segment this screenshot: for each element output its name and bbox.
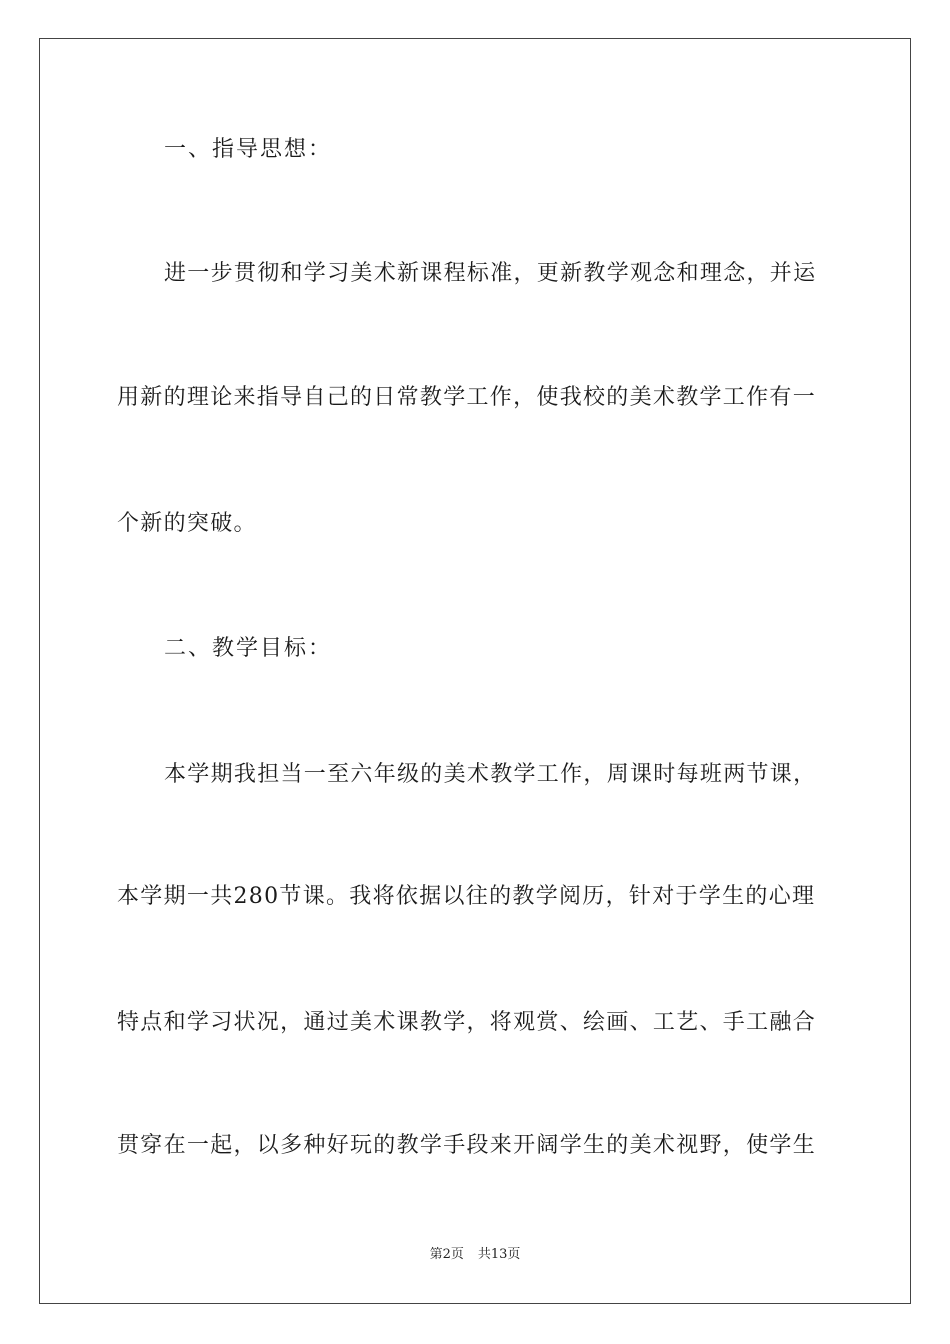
section-heading-guiding-thought: 一、指导思想： xyxy=(164,137,333,162)
paragraph-line: 个新的突破。 xyxy=(117,511,257,536)
page-number: 第2页 xyxy=(429,1247,464,1262)
paragraph-line: 用新的理论来指导自己的日常教学工作，使我校的美术教学工作有一 xyxy=(117,385,817,410)
paragraph-line: 本学期一共280节课。我将依据以往的教学阅历，针对于学生的心理 xyxy=(117,884,816,909)
section-heading-teaching-goals: 二、教学目标： xyxy=(164,636,333,661)
paragraph-line: 贯穿在一起，以多种好玩的教学手段来开阔学生的美术视野，使学生 xyxy=(117,1133,817,1158)
page-total: 共13页 xyxy=(477,1247,521,1262)
page-frame xyxy=(39,38,911,1304)
paragraph-line: 本学期我担当一至六年级的美术教学工作，周课时每班两节课， xyxy=(164,762,817,787)
paragraph-line: 进一步贯彻和学习美术新课程标准，更新教学观念和理念，并运 xyxy=(164,261,817,286)
page-footer xyxy=(0,1246,950,1264)
paragraph-line: 特点和学习状况，通过美术课教学，将观赏、绘画、工艺、手工融合 xyxy=(117,1010,817,1035)
